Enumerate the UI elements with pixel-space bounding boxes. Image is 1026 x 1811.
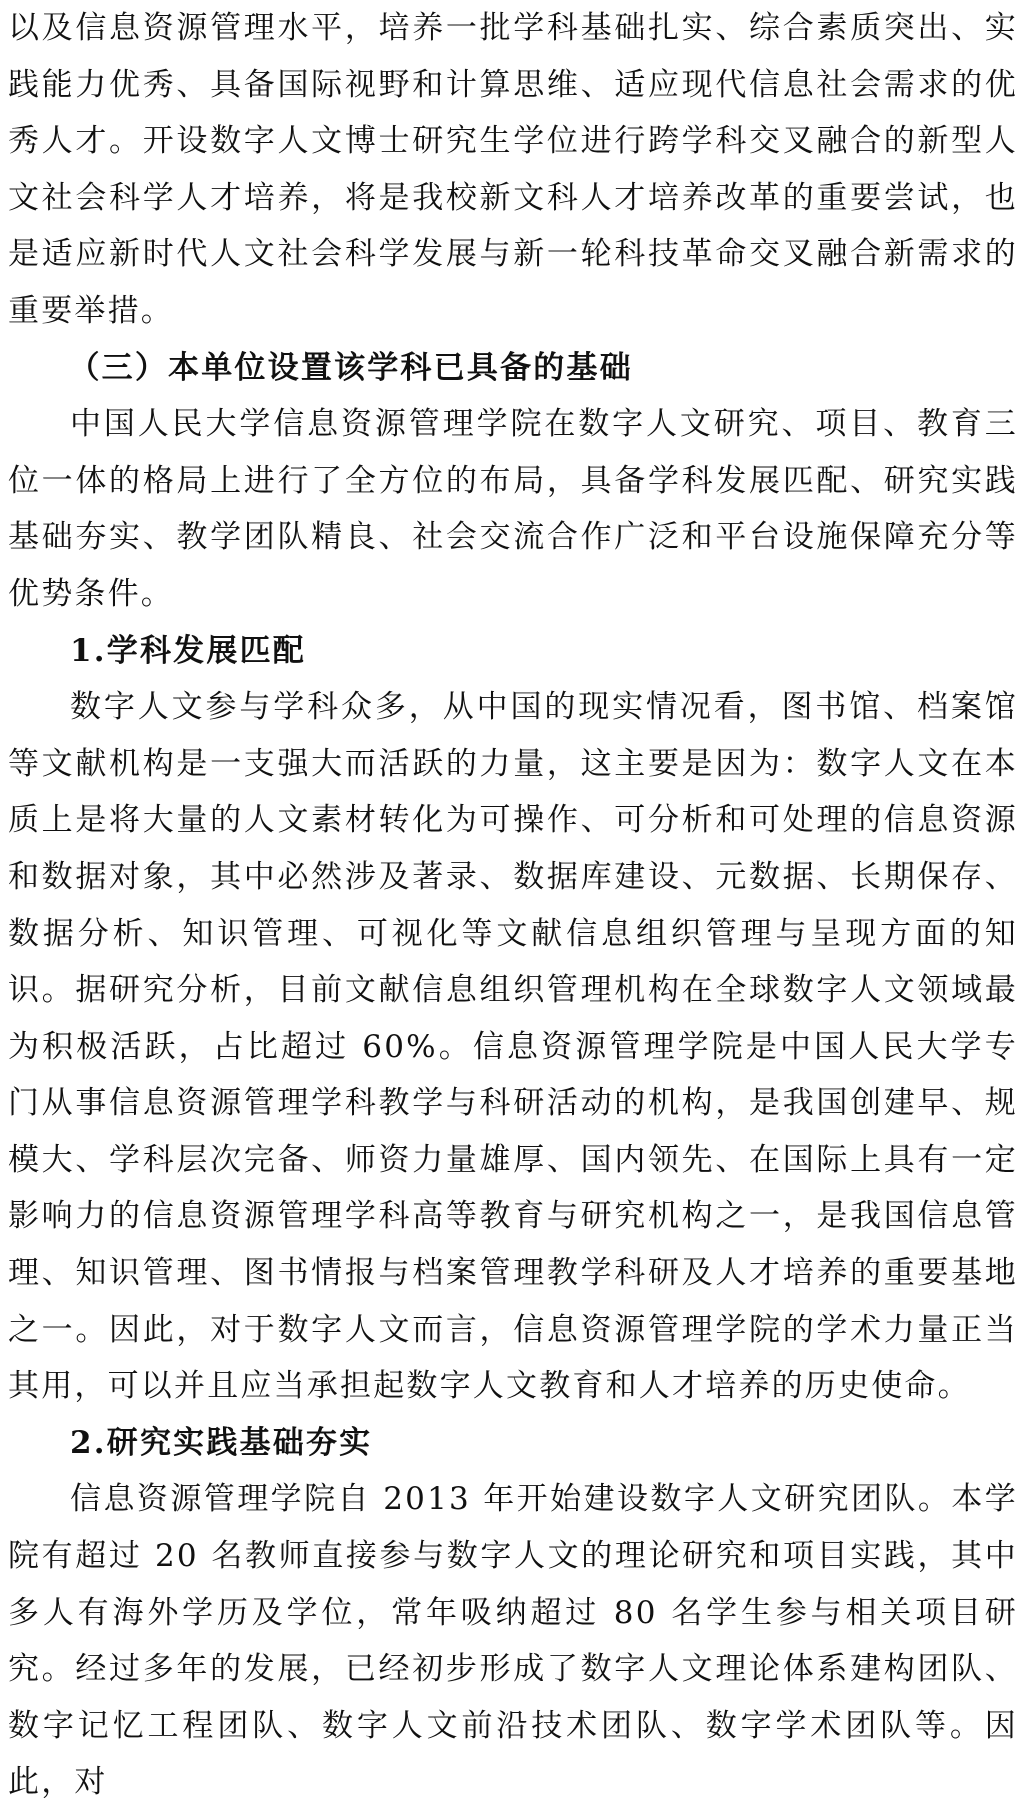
paragraph-discipline-match: 数字人文参与学科众多，从中国的现实情况看，图书馆、档案馆等文献机构是一支强大而活跃的力量，这主要是因为：数字人文在本质上是将大量的人文素材转化为可操作、可分析和可处理的信息资源和数据对象，其中必然涉及著录、数据库建设、元数据、长期保存、数据分析、知识管理、可视化等文献信息组织管理与呈现方面的知识。据研究分析，目前文献信息组织管理机构在全球数字人文领域最为积极活跃，占比超过 60%。信息资源管理学院是中国人民大学专门从事信息资源管理学科教学与科研活动的机构，是我国创建早、规模大、学科层次完备、师资力量雄厚、国内领先、在国际上具有一定影响力的信息资源管理学科高等教育与研究机构之一，是我国信息管理、知识管理、图书情报与档案管理教学科研及人才培养的重要基地之一。因此，对于数字人文而言，信息资源管理学院的学术力量正当其用，可以并且应当承担起数字人文教育和人才培养的历史使命。	[8, 689, 1018, 1405]
paragraph-talent-cultivation: 以及信息资源管理水平，培养一批学科基础扎实、综合素质突出、实践能力优秀、具备国际视野和计算思维、适应现代信息社会需求的优秀人才。开设数字人文博士研究生学位进行跨学科交叉融合的新型人文社会科学人才培养，将是我校新文科人才培养改革的重要尝试，也是适应新时代人文社会科学发展与新一轮科技革命交叉融合新需求的重要举措。	[8, 10, 1018, 329]
paragraph-research-practice: 信息资源管理学院自 2013 年开始建设数字人文研究团队。本学院有超过 20 名教师直接参与数字人文的理论研究和项目实践，其中多人有海外学历及学位，常年吸纳超过 80 名学生参与相关项目研究。经过多年的发展，已经初步形成了数字人文理论体系建构团队、数字记忆工程团队、数字人文前沿技术团队、数字学术团队等。因此，对	[8, 1481, 1018, 1801]
section-heading-existing-foundation: （三）本单位设置该学科已具备的基础	[68, 349, 633, 386]
subheading-discipline-match: 1.学科发展匹配	[70, 632, 306, 669]
subheading-research-practice: 2.研究实践基础夯实	[70, 1424, 373, 1461]
document-page	[8, 0, 1018, 1811]
paragraph-foundation-overview: 中国人民大学信息资源管理学院在数字人文研究、项目、教育三位一体的格局上进行了全方位的布局，具备学科发展匹配、研究实践基础夯实、教学团队精良、社会交流合作广泛和平台设施保障充分等优势条件。	[8, 406, 1018, 612]
